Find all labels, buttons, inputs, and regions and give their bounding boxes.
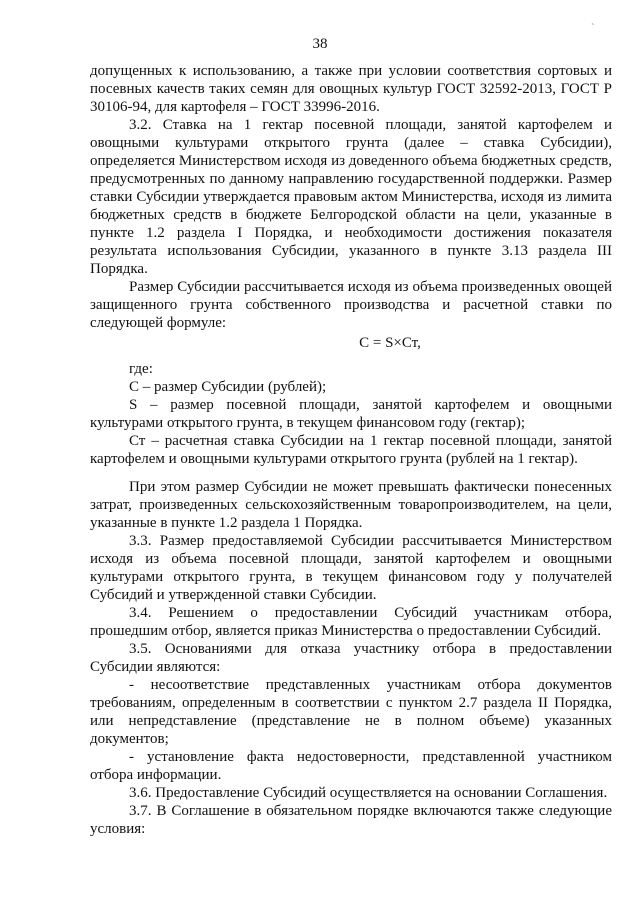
paragraph: S – размер посевной площади, занятой картофелем и овощными культурами открытого грунта, в текущем финансовом году (гектар);	[90, 397, 612, 431]
paragraph: С – размер Субсидии (рублей);	[129, 379, 327, 395]
formula: С = S×Ст,	[359, 335, 421, 351]
paragraph: 3.3. Размер предоставляемой Субсидии рассчитывается Министерством исходя из объема посевной площади, занятой картофелем и овощными культурами открытого грунта, в текущем финансовом году у получателей Субсидий и утвержденной ставки Субсидии.	[90, 533, 612, 603]
paragraph: 3.4. Решением о предоставлении Субсидий участникам отбора, прошедшим отбор, является приказ Министерства о предоставлении Субсидий.	[90, 605, 612, 639]
paragraph: 3.6. Предоставление Субсидий осуществляется на основании Соглашения.	[129, 785, 608, 801]
paragraph: 3.7. В Соглашение в обязательном порядке включаются также следующие условия:	[90, 803, 612, 837]
body-text	[90, 62, 612, 838]
paragraph: Ст – расчетная ставка Субсидии на 1 гектар посевной площади, занятой картофелем и овощными культурами открытого грунта (рублей на 1 гектар).	[90, 433, 612, 467]
paragraph: - установление факта недостоверности, представленной участником отбора информации.	[90, 749, 612, 783]
paragraph: 3.2. Ставка на 1 гектар посевной площади, занятой картофелем и овощными культурами открытого грунта (далее – ставка Субсидии), определяется Министерством исходя из доведенного объема бюджетных средств, предусмотренных по данному направлению государственной поддержки. Размер ставки Субсидии утверждается правовым актом Министерства, исходя из лимита бюджетных средств в бюджете Белгородской области на цели, указанные в пункте 1.2 раздела I Порядка, и необходимости достижения показателя результата использования Субсидии, указанного в пункте 3.13 раздела III Порядка.	[90, 117, 612, 277]
page-number: 38	[312, 36, 328, 52]
paragraph: - несоответствие представленных участникам отбора документов требованиям, определенным в соответствии с пунктом 2.7 раздела II Порядка, или непредставление (представление не в полном объеме) указанных документов;	[90, 677, 612, 747]
paragraph: Размер Субсидии рассчитывается исходя из объема произведенных овощей защищенного грунта собственного производства и расчетной ставки по следующей формуле:	[90, 279, 612, 331]
paragraph: 3.5. Основаниями для отказа участнику отбора в предоставлении Субсидии являются:	[90, 641, 612, 675]
paragraph: При этом размер Субсидии не может превышать фактически понесенных затрат, произведенных сельскохозяйственным товаропроизводителем, на цели, указанные в пункте 1.2 раздела 1 Порядка.	[90, 479, 612, 531]
corner-mark: `	[591, 22, 595, 34]
paragraph: где:	[129, 361, 153, 377]
paragraph: допущенных к использованию, а также при условии соответствия сортовых и посевных качеств таких семян для овощных культур ГОСТ 32592-2013, ГОСТ Р 30106-94, для картофеля – ГОСТ 33996-2016.	[90, 63, 612, 115]
